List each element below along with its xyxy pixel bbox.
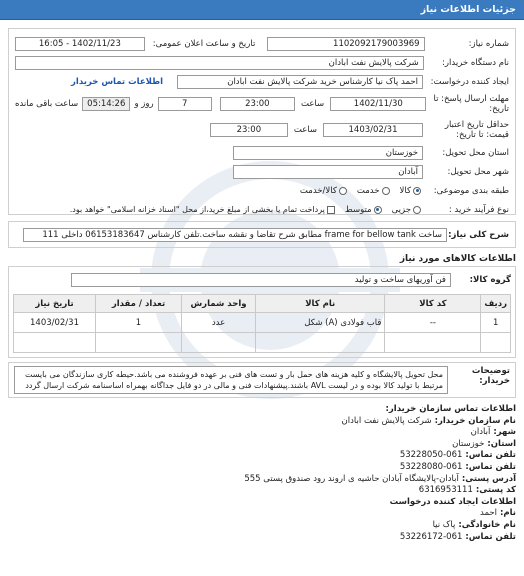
contact-title: اطلاعات تماس سازمان خریدار: (385, 404, 516, 414)
days-label: روز و (134, 99, 154, 109)
cell-date: 1403/02/31 (14, 313, 96, 333)
contact-line (8, 462, 516, 474)
need-details-panel (8, 28, 516, 215)
contact-value: 061-53228050 (399, 450, 463, 461)
buyer-contact-section (8, 404, 516, 543)
announce-field[interactable]: 1402/11/23 - 16:05 (15, 37, 145, 51)
contact-key: نام: (499, 508, 516, 519)
contact-key: شهر: (493, 427, 516, 438)
contact-key: اطلاعات ایجاد کننده درخواست (389, 496, 516, 507)
contact-key: تلفن تماس: (465, 531, 516, 542)
radio-icon (382, 187, 390, 195)
category-option-service[interactable]: خدمت (357, 186, 392, 196)
contact-key: نام خانوادگی: (458, 519, 516, 530)
contact-line (8, 520, 516, 532)
col-qty: تعداد / مقدار (96, 295, 182, 313)
page-header (0, 0, 524, 20)
buyer-label: نام دستگاه خریدار: (442, 57, 509, 68)
contact-key: تلفن تماس: (465, 461, 516, 472)
creator-label: ایجاد کننده درخواست: (430, 76, 509, 87)
table-header-row (14, 295, 511, 313)
contact-line (8, 497, 516, 509)
contact-line (8, 508, 516, 520)
cell-code: -- (385, 313, 481, 333)
city-field[interactable]: آبادان (233, 165, 423, 179)
remaining-time-field[interactable]: 05:14:26 (82, 97, 130, 111)
goods-panel (8, 266, 516, 358)
deadline-time-label: ساعت (300, 99, 325, 109)
notes-field[interactable]: محل تحویل پالایشگاه و کلیه هزینه های حمل بار و تست های فنی بر عهده فروشنده می باشد.حیطه کاری سازندگان می بایست مرتبط با تولید کالا بوده و در لیست AVL باشند.پیشنهادات فنی و مالی در دو فایل جداگانه بهمراه اساسنامه شرکت ارسال گردد (14, 366, 448, 394)
contact-value: آبادان (470, 427, 491, 438)
page-title: جزئیات اطلاعات نیاز (420, 4, 516, 15)
deadline-label: مهلت ارسال پاسخ: تا تاریخ: (433, 94, 509, 114)
treasury-checkbox[interactable]: پرداخت تمام یا بخشی از مبلغ خرید،از محل "اسناد خزانه اسلامی" خواهد بود. (70, 205, 337, 214)
contact-value: خوزستان (452, 438, 485, 449)
goods-group-label: گروه کالا: (469, 274, 511, 285)
contact-line (8, 439, 516, 451)
announce-label: تاریخ و ساعت اعلان عمومی: (152, 38, 256, 49)
notes-panel (8, 362, 516, 398)
buyer-contact-link[interactable]: اطلاعات تماس خریدار (71, 76, 163, 87)
cell-row: 1 (481, 313, 511, 333)
buyer-field[interactable]: شرکت پالایش نفت ابادان (15, 56, 424, 70)
need-number-label: شماره نیاز: (468, 38, 509, 49)
province-label: استان محل تحویل: (442, 147, 509, 158)
process-option-medium[interactable]: متوسط (345, 205, 384, 215)
process-label: نوع فرآیند خرید : (448, 204, 509, 215)
contact-key: تلفن تماس: (465, 450, 516, 461)
contact-value: 061-53228080 (399, 461, 463, 472)
goods-group-field[interactable]: فن آوریهای ساخت و تولید (71, 273, 451, 287)
need-number-field[interactable]: 1102092179003969 (267, 37, 424, 51)
checkbox-icon (327, 206, 335, 214)
contact-value: 061-53226172 (399, 531, 463, 542)
deadline-date-field[interactable]: 1402/11/30 (330, 97, 426, 111)
contact-line (8, 450, 516, 462)
contact-line (8, 416, 516, 428)
description-panel (8, 221, 516, 248)
col-code: کد کالا (385, 295, 481, 313)
process-option-minor[interactable]: جزیی (392, 205, 423, 215)
validity-time-label: ساعت (293, 125, 317, 135)
contact-lines (8, 416, 516, 544)
contact-value: 6316953111 (418, 485, 473, 496)
col-name: نام کالا (256, 295, 385, 313)
cell-qty: 1 (96, 313, 182, 333)
radio-icon (413, 187, 421, 195)
col-unit: واحد شمارش (182, 295, 256, 313)
radio-icon (339, 187, 347, 195)
days-field[interactable]: 7 (158, 97, 212, 111)
table-row-empty (14, 333, 511, 353)
contact-key: استان: (487, 438, 516, 449)
contact-value: شرکت پالایش نفت ابادان (341, 415, 432, 426)
category-option-goods[interactable]: کالا (400, 186, 423, 196)
goods-table (13, 294, 511, 353)
contact-key: نام سازمان خریدار: (434, 415, 516, 426)
col-date: تاریخ نیاز (14, 295, 96, 313)
city-label: شهر محل تحویل: (447, 166, 509, 177)
contact-line (8, 532, 516, 544)
validity-date-field[interactable]: 1403/02/31 (323, 123, 423, 137)
goods-section-title: اطلاعات کالاهای مورد نیاز (399, 254, 516, 264)
contact-value: پاک نیا (432, 519, 456, 530)
validity-label: حداقل تاریخ اعتبار قیمت: تا تاریخ: (444, 120, 509, 140)
contact-key: آدرس پستی: (461, 473, 516, 484)
radio-icon (374, 206, 382, 214)
notes-label: توضیحات خریدار: (471, 366, 510, 386)
contact-value: احمد (479, 508, 497, 519)
validity-time-field[interactable]: 23:00 (210, 123, 288, 137)
contact-line (8, 485, 516, 497)
col-row: ردیف (481, 295, 511, 313)
contact-line (8, 427, 516, 439)
category-label: طبقه بندی موضوعی: (433, 185, 509, 196)
deadline-time-field[interactable]: 23:00 (220, 97, 295, 111)
contact-line (8, 474, 516, 486)
cell-unit: عدد (182, 313, 256, 333)
contact-value: آبادان-پالایشگاه آبادان حاشیه ی اروند رود صندوق پستی 555 (244, 473, 459, 484)
description-field[interactable]: ساخت frame for bellow tank مطابق شرح تقاضا و نقشه ساخت.تلفن کارشناس 06153183647 داخلی 111 (23, 228, 447, 242)
description-label: شرح کلی نیاز: (448, 229, 509, 240)
radio-icon (413, 206, 421, 214)
contact-key: کد پستی: (475, 485, 516, 496)
cell-name: قاب فولادی (A) شکل (256, 313, 385, 333)
table-row[interactable] (14, 313, 511, 333)
category-option-both[interactable]: کالا/خدمت (300, 186, 349, 196)
creator-field[interactable]: احمد پاک نیا کارشناس خرید شرکت پالایش نفت ابادان (177, 75, 423, 89)
province-field[interactable]: خوزستان (233, 146, 423, 160)
remaining-label: ساعت باقی مانده (15, 99, 79, 109)
